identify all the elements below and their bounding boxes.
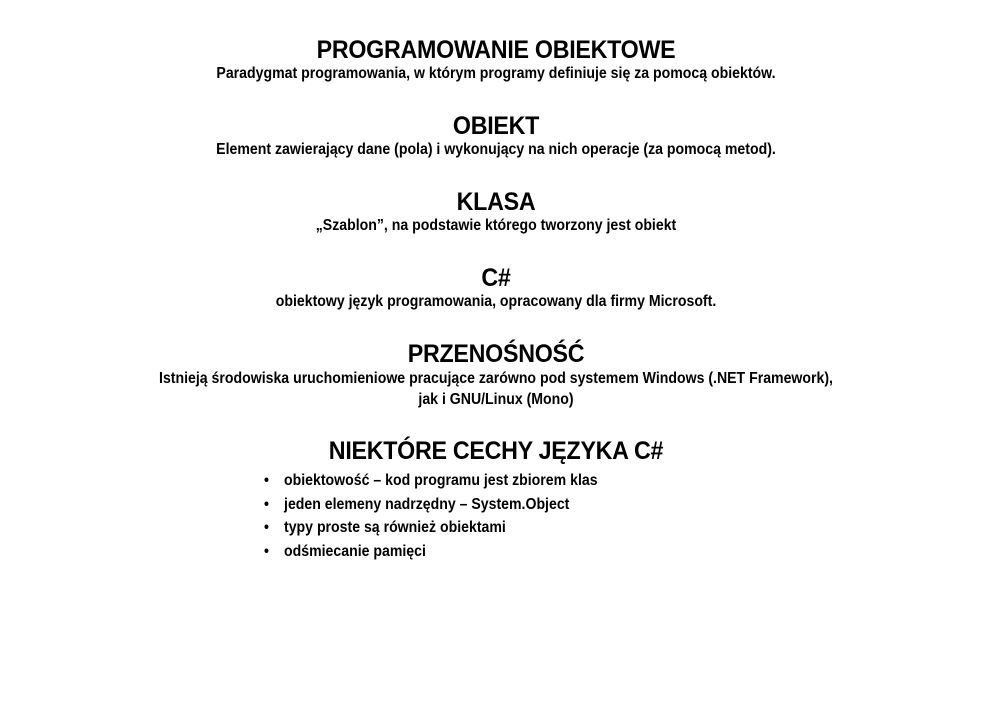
list-item — [264, 469, 598, 493]
list-item-text: typy proste są również obiektami — [284, 519, 506, 536]
description-programowanie-obiektowe: Paradygmat programowania, w którym programy definiuje się za pomocą obiektów. — [216, 65, 776, 82]
bullet-icon: • — [264, 542, 269, 560]
list-item — [264, 493, 598, 517]
features-list — [264, 469, 598, 563]
section-obiekt — [0, 112, 992, 160]
description-przenosnosc-line-1: Istnieją środowiska uruchomieniowe pracujące zarówno pod systemem Windows (.NET Framework), — [159, 370, 833, 387]
heading-przenosnosc: PRZENOŚNOŚĆ — [407, 340, 585, 368]
bullet-icon: • — [264, 472, 269, 489]
section-programowanie-obiektowe — [0, 36, 992, 84]
heading-cechy-jezyka: NIEKTÓRE CECHY JĘZYKA C# — [328, 437, 664, 465]
list-item-text: obiektowość – kod programu jest zbiorem klas — [284, 472, 598, 489]
list-item — [264, 516, 598, 540]
list-item-text: jeden elemeny nadrzędny – System.Object — [284, 495, 570, 513]
list-item — [264, 540, 598, 564]
heading-programowanie-obiektowe: PROGRAMOWANIE OBIEKTOWE — [316, 36, 676, 64]
section-klasa — [0, 188, 992, 236]
bullet-icon: • — [264, 495, 269, 513]
description-klasa: „Szablon”, na podstawie którego tworzony jest obiekt — [315, 217, 677, 234]
description-obiekt: Element zawierający dane (pola) i wykonujący na nich operacje (za pomocą metod). — [216, 141, 776, 158]
section-csharp — [0, 264, 992, 312]
bullet-icon: • — [264, 519, 269, 536]
heading-csharp: C# — [481, 264, 511, 292]
description-przenosnosc-line-2: jak i GNU/Linux (Mono) — [418, 391, 574, 408]
list-item-text: odśmiecanie pamięci — [284, 542, 426, 560]
heading-obiekt: OBIEKT — [452, 112, 540, 140]
heading-klasa: KLASA — [456, 188, 536, 216]
section-przenosnosc — [0, 340, 992, 410]
description-csharp: obiektowy język programowania, opracowany dla firmy Microsoft. — [275, 293, 717, 310]
section-cechy-jezyka — [0, 437, 992, 465]
